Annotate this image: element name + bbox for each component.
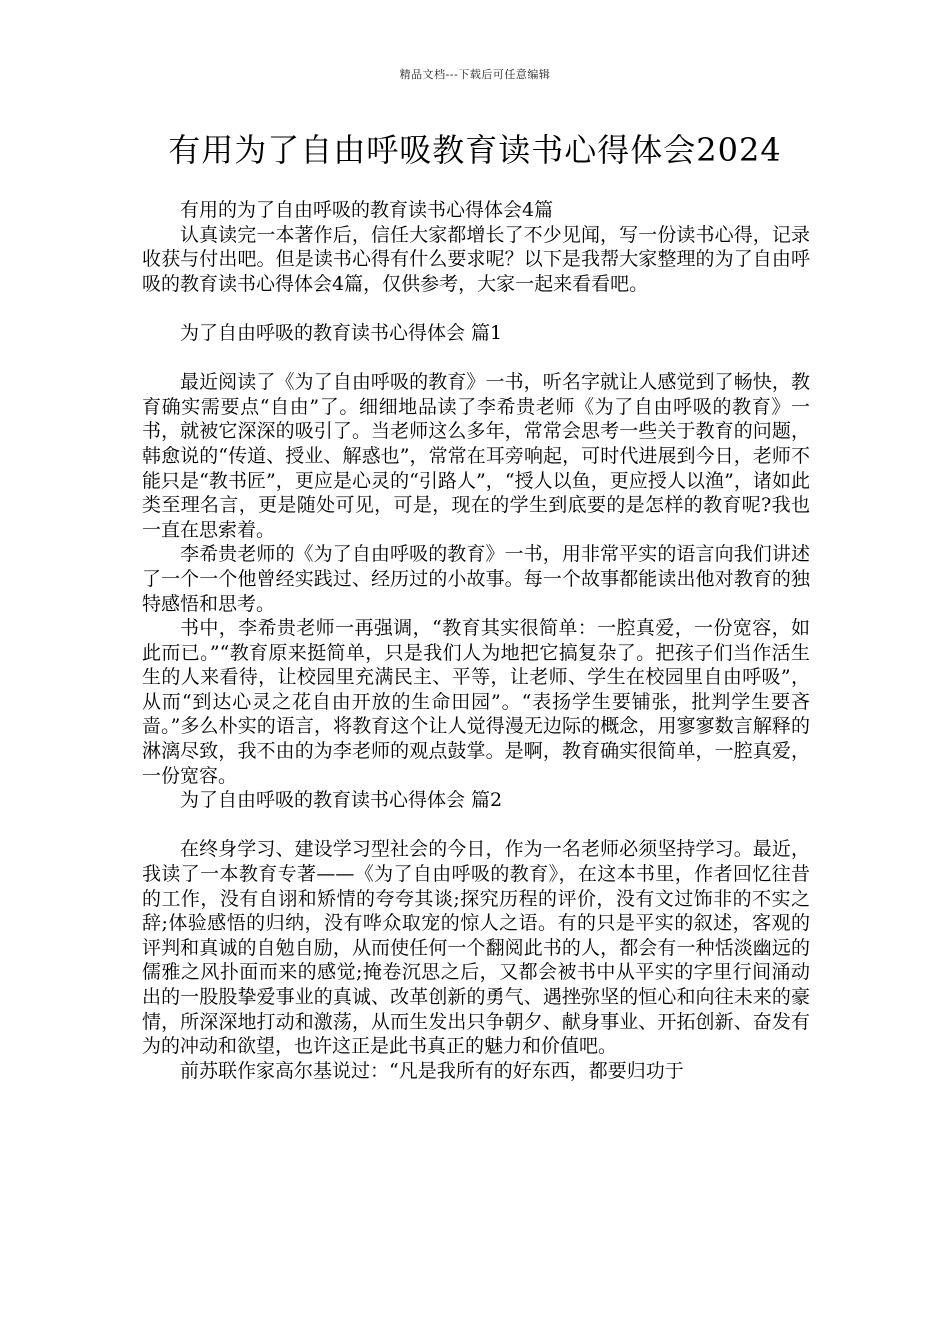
header-note: 精品文档---下载后可任意编辑 bbox=[399, 68, 551, 81]
body-paragraph: 最近阅读了《为了自由呼吸的教育》一书，听名字就让人感觉到了畅快，教育确实需要点“自由”了。细细地品读了李希贵老师《为了自由呼吸的教育》一书，就被它深深的吸引了。当老师这么多年，常常会思考一些关于教育的问题，韩愈说的“传道、授业、解惑也”，常常在耳旁响起，可时代进展到今日，老师不能只是“教书匠”，更应是心灵的“引路人”，“授人以鱼，更应授人以渔”，诸如此类至理名言，更是随处可见，可是，现在的学生到底要的是怎样的教育呢?我也一直在思索着。 bbox=[142, 371, 810, 541]
subtitle-paragraph: 有用的为了自由呼吸的教育读书心得体会4篇 bbox=[180, 199, 554, 221]
body-paragraph: 在终身学习、建设学习型社会的今日，作为一名老师必须坚持学习。最近，我读了一本教育专著——《为了自由呼吸的教育》，在这本书里，作者回忆往昔的工作，没有自诩和矫情的夸夸其谈;探究历程的评价，没有文过饰非的不实之辞;体验感悟的归纳，没有哗众取宠的惊人之语。有的只是平实的叙述，客观的评判和真诚的自勉自励，从而使任何一个翻阅此书的人，都会有一种恬淡幽远的儒雅之风扑面而来的感觉;掩卷沉思之后，又都会被书中从平实的字里行间涌动出的一股股挚爱事业的真诚、改革创新的勇气、遇挫弥坚的恒心和向往未来的豪情，所深深地打动和激荡，从而生发出只争朝夕、献身事业、开拓创新、奋发有为的冲动和欲望，也许这正是此书真正的魅力和价值吧。 bbox=[142, 838, 810, 1058]
section-heading-1: 为了自由呼吸的教育读书心得体会 篇1 bbox=[180, 321, 503, 344]
body-paragraph: 李希贵老师的《为了自由呼吸的教育》一书，用非常平实的语言向我们讲述了一个一个他曾经实践过、经历过的小故事。每一个故事都能读出他对教育的独特感悟和思考。 bbox=[142, 543, 810, 615]
body-paragraph: 前苏联作家高尔基说过：“凡是我所有的好东西，都要归功于 bbox=[180, 1059, 684, 1082]
document-body bbox=[142, 198, 810, 1083]
document-title: 有用为了自由呼吸教育读书心得体会2024 bbox=[168, 131, 782, 169]
section-heading-2: 为了自由呼吸的教育读书心得体会 篇2 bbox=[180, 789, 503, 812]
body-paragraph: 书中，李希贵老师一再强调，“教育其实很简单：一腔真爱，一份宽容，如此而已。”“教育原来挺简单，只是我们人为地把它搞复杂了。把孩子们当作活生生的人来看待，让校园里充满民主、平等，让老师、学生在校园里自由呼吸”，从而“到达心灵之花自由开放的生命田园”。“表扬学生要铺张，批判学生要吝啬。”多么朴实的语言，将教育这个让人觉得漫无边际的概念，用寥寥数言解释的淋漓尽致，我不由的为李老师的观点鼓掌。是啊，教育确实很简单，一腔真爱，一份宽容。 bbox=[142, 617, 810, 787]
intro-paragraph: 认真读完一本著作后，信任大家都增长了不少见闻，写一份读书心得，记录收获与付出吧。但是读书心得有什么要求呢？以下是我帮大家整理的为了自由呼吸的教育读书心得体会4篇，仅供参考，大家一起来看看吧。 bbox=[142, 223, 810, 295]
